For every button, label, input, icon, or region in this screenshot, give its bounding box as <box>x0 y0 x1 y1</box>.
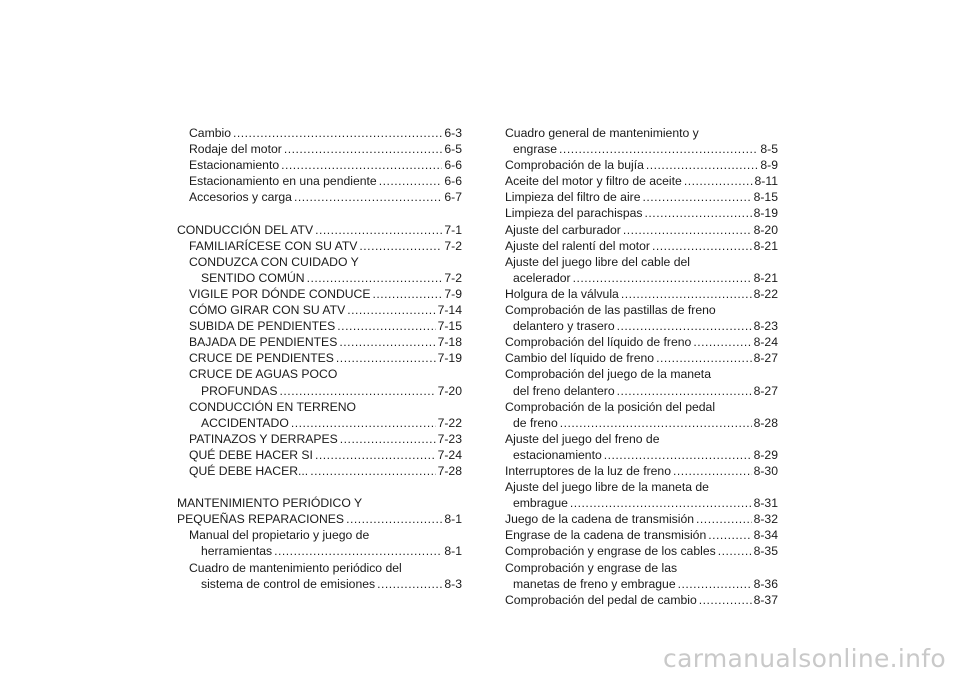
toc-entry: Engrase de la cadena de transmisión ..... 8-34 <box>505 527 778 543</box>
toc-entry-continuation: delantero y trasero ..... 8-23 <box>505 318 778 334</box>
toc-entry: Comprobación de la posición del pedal <box>505 399 716 414</box>
toc-entry-continuation: PROFUNDAS ..... 7-20 <box>177 383 462 399</box>
toc-entry: Accesorios y carga ..... 6-7 <box>177 189 462 205</box>
toc-entry: Cambio ..... 6-3 <box>177 125 462 141</box>
toc-entry-continuation: del freno delantero ..... 8-27 <box>505 383 778 399</box>
toc-entry: Estacionamiento en una pendiente ..... 6-6 <box>177 173 462 189</box>
toc-entry: Ajuste del ralentí del motor ..... 8-21 <box>505 238 778 254</box>
toc-entry: PATINAZOS Y DERRAPES ..... 7-23 <box>177 431 462 447</box>
toc-section-heading: MANTENIMIENTO PERIÓDICO Y <box>177 496 363 511</box>
toc-entry-continuation: herramientas ..... 8-1 <box>177 543 462 559</box>
toc-right-column <box>505 125 778 608</box>
toc-entry: Holgura de la válvula ..... 8-22 <box>505 286 778 302</box>
toc-entry: Cuadro de mantenimiento periódico del <box>189 560 402 575</box>
toc-entry: Juego de la cadena de transmisión ..... 8-32 <box>505 511 778 527</box>
toc-entry: Estacionamiento ..... 6-6 <box>177 157 462 173</box>
toc-entry: Comprobación del pedal de cambio ..... 8-37 <box>505 592 778 608</box>
toc-entry: Limpieza del parachispas ..... 8-19 <box>505 205 778 221</box>
toc-entry: QUÉ DEBE HACER SI ..... 7-24 <box>177 447 462 463</box>
watermark: carmanualsonline.info <box>663 644 946 673</box>
toc-entry-continuation: ACCIDENTADO ..... 7-22 <box>177 415 462 431</box>
toc-entry: SUBIDA DE PENDIENTES ..... 7-15 <box>177 318 462 334</box>
toc-entry-continuation: SENTIDO COMÚN ..... 7-2 <box>177 270 462 286</box>
toc-section-heading: PEQUEÑAS REPARACIONES ..... 8-1 <box>177 511 462 527</box>
toc-entry: Comprobación de la bujía ..... 8-9 <box>505 157 778 173</box>
toc-entry: Cuadro general de mantenimiento y <box>505 126 699 140</box>
toc-entry: Comprobación y engrase de las <box>505 560 678 575</box>
toc-entry: Ajuste del juego libre del cable del <box>505 254 690 269</box>
toc-entry: Cambio del líquido de freno ..... 8-27 <box>505 350 778 366</box>
toc-entry: CRUCE DE PENDIENTES ..... 7-19 <box>177 350 462 366</box>
toc-left-column <box>177 125 462 592</box>
toc-entry: CRUCE DE AGUAS POCO <box>189 367 338 382</box>
toc-entry: Ajuste del juego del freno de <box>505 431 660 446</box>
spacer <box>177 479 462 495</box>
toc-entry: Interruptores de la luz de freno ..... 8-30 <box>505 463 778 479</box>
toc-entry: FAMILIARÍCESE CON SU ATV ..... 7-2 <box>177 238 462 254</box>
toc-entry: CONDUCCIÓN EN TERRENO <box>189 399 357 414</box>
toc-entry: Aceite del motor y filtro de aceite ..... 8-11 <box>505 173 778 189</box>
toc-entry: Rodaje del motor ..... 6-5 <box>177 141 462 157</box>
toc-entry: BAJADA DE PENDIENTES ..... 7-18 <box>177 334 462 350</box>
toc-entry: QUÉ DEBE HACER... ..... 7-28 <box>177 463 462 479</box>
toc-entry: VIGILE POR DÓNDE CONDUCE ..... 7-9 <box>177 286 462 302</box>
toc-entry: Comprobación de las pastillas de freno <box>505 303 716 318</box>
toc-section-heading: CONDUCCIÓN DEL ATV ..... 7-1 <box>177 222 462 238</box>
toc-entry-continuation: de freno ..... 8-28 <box>505 415 778 431</box>
toc-entry: CONDUZCA CON CUIDADO Y <box>189 254 359 269</box>
toc-entry-continuation: embrague ..... 8-31 <box>505 495 778 511</box>
toc-entry-continuation: estacionamiento ..... 8-29 <box>505 447 778 463</box>
toc-entry: CÓMO GIRAR CON SU ATV ..... 7-14 <box>177 302 462 318</box>
toc-entry: Comprobación del juego de la maneta <box>505 367 711 382</box>
toc-entry: Ajuste del juego libre de la maneta de <box>505 480 709 495</box>
toc-entry: Comprobación del líquido de freno ..... 8-24 <box>505 334 778 350</box>
toc-entry: Comprobación y engrase de los cables ..... 8-35 <box>505 543 778 559</box>
toc-entry-continuation: sistema de control de emisiones ..... 8-3 <box>177 576 462 592</box>
spacer <box>177 205 462 221</box>
toc-entry: Manual del propietario y juego de <box>189 528 370 543</box>
toc-entry-continuation: engrase ..... 8-5 <box>505 141 778 157</box>
toc-entry-continuation: acelerador ..... 8-21 <box>505 270 778 286</box>
toc-entry-continuation: manetas de freno y embrague ..... 8-36 <box>505 576 778 592</box>
toc-entry: Ajuste del carburador ..... 8-20 <box>505 222 778 238</box>
toc-entry: Limpieza del filtro de aire ..... 8-15 <box>505 189 778 205</box>
